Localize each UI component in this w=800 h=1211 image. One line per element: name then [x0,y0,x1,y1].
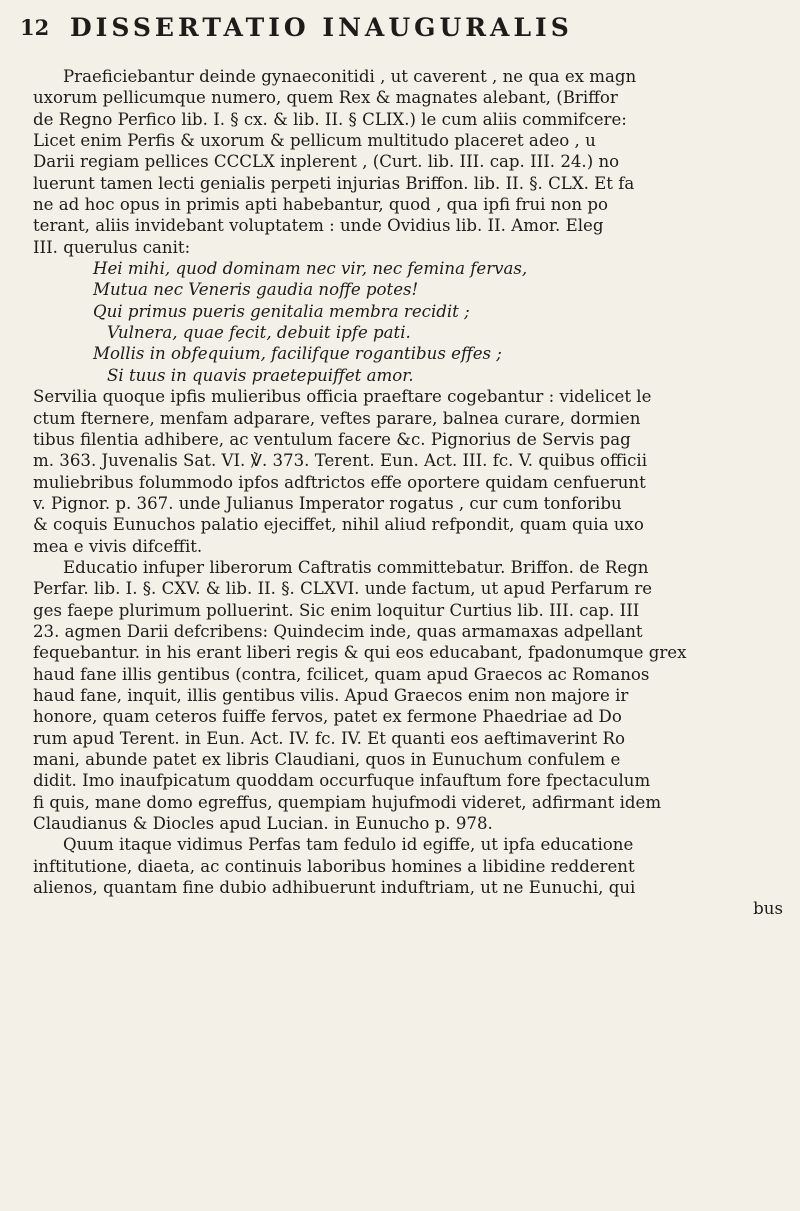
text-line: mea e vivis difceffit. [33,536,203,556]
text-line: Perfar. lib. I. §. CXV. & lib. II. §. CLXVI. unde factum, ut apud Perfarum re [33,579,653,599]
text-line: 23. agmen Darii defcribens: Quindecim inde, quas armamaxas adpellant [33,621,643,641]
verse-line: Si tuus in quavis praetepuiffet amor. [107,365,414,385]
text-line: fi quis, mane domo egreffus, quempiam hujufmodi videret, adfirmant idem [33,792,662,812]
text-line: Darii regiam pellices CCCLX inplerent , (Curt. lib. III. cap. III. 24.) no [33,152,620,172]
verse-line: Mollis in obfequium, facilifque rogantibus effes ; [93,344,502,364]
text-line: fequebantur. in his erant liberi regis & qui eos educabant, fpadonumque grex [33,643,687,663]
text-line: Servilia quoque ipfis mulieribus officia praeftare cogebantur : videlicet le [33,387,652,407]
running-title: DISSERTATIO INAUGURALIS [70,12,573,42]
text-line: honore, quam ceteros fuiffe fervos, patet ex fermone Phaedriae ad Do [33,707,622,727]
body-text [33,66,795,920]
verse-line: Hei mihi, quod dominam nec vir, nec femina fervas, [93,259,528,279]
text-line: ges faepe plurimum polluerint. Sic enim loquitur Curtius lib. III. cap. III [33,600,640,620]
text-line: Praeficiebantur deinde gynaeconitidi , ut caverent , ne qua ex magn [63,67,637,86]
text-line: bus [753,899,783,919]
text-line: Claudianus & Diocles apud Lucian. in Eunucho p. 978. [33,814,493,834]
text-line: ctum fternere, menfam adparare, veftes parare, balnea curare, dormien [33,408,641,428]
text-line: Quum itaque vidimus Perfas tam fedulo id egiffe, ut ipfa educatione [63,835,634,855]
text-line: haud fane illis gentibus (contra, fcilicet, quam apud Graecos ac Romanos [33,664,650,684]
text-line: rum apud Terent. in Eun. Act. IV. fc. IV. Et quanti eos aeftimaverint Ro [33,728,625,748]
text-line: m. 363. Juvenalis Sat. VI. ℣. 373. Terent. Eun. Act. III. fc. V. quibus officii [33,451,648,471]
verse-line: Vulnera, quae fecit, debuit ipfe pati. [107,323,411,343]
text-line: Educatio infuper liberorum Caftratis committebatur. Briffon. de Regn [63,557,649,577]
text-line: III. querulus canit: [33,237,191,257]
page-header [20,6,780,48]
text-line: & coquis Eunuchos palatio ejeciffet, nihil aliud refpondit, quam quia uxo [33,515,644,535]
text-line: uxorum pellicumque numero, quem Rex & magnates alebant, (Briffor [33,88,618,108]
text-line: tibus filentia adhibere, ac ventulum facere &c. Pignorius de Servis pag [33,429,631,449]
text-line: muliebribus folummodo ipfos adftrictos effe oportere quidam cenfuerunt [33,472,646,492]
text-line: alienos, quantam fine dubio adhibuerunt induftriam, ut ne Eunuchi, qui [33,878,636,898]
text-line: mani, abunde patet ex libris Claudiani, quos in Eunuchum confulem e [33,750,621,769]
verse-line: Qui primus pueris genitalia membra recidit ; [93,301,470,321]
text-line: inftitutione, diaeta, ac continuis laboribus homines a libidine redderent [33,856,635,876]
text-line: de Regno Perfico lib. I. § cx. & lib. II. § CLIX.) le cum aliis commifcere: [33,109,627,129]
text-line: haud fane, inquit, illis gentibus vilis. Apud Graecos enim non majore ir [33,685,629,705]
text-line: luerunt tamen lecti genialis perpeti injurias Briffon. lib. II. §. CLX. Et fa [33,173,635,193]
text-line: Licet enim Perfis & uxorum & pellicum multitudo placeret adeo , u [33,131,596,151]
text-line: didit. Imo inaufpicatum quoddam occurfuque infauftum fore fpectaculum [33,771,651,791]
text-line: ne ad hoc opus in primis apti habebantur, quod , qua ipfi frui non po [33,195,608,215]
page-number: 12 [20,14,50,40]
text-line: terant, aliis invidebant voluptatem : unde Ovidius lib. II. Amor. Eleg [33,216,604,236]
text-line: v. Pignor. p. 367. unde Julianus Imperator rogatus , cur cum tonforibu [33,493,622,513]
verse-line: Mutua nec Veneris gaudia noffe potes! [93,280,419,300]
